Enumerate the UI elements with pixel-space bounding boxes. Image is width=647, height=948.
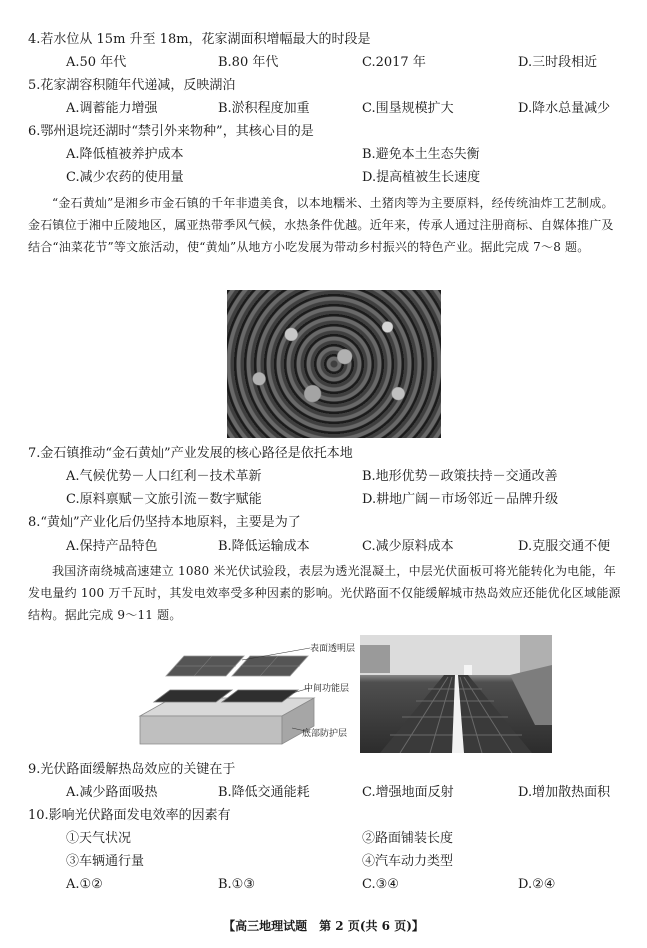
q7-option-c: C.原料禀赋－文旅引流－数字赋能: [66, 492, 262, 507]
q9-option-b: B.降低交通能耗: [218, 785, 310, 800]
q6-option-c: C.减少农药的使用量: [66, 170, 184, 185]
q7-option-a: A.气候优势－人口红利－技术革新: [66, 469, 262, 484]
q5-option-c: C.围垦规模扩大: [362, 101, 454, 116]
q6-option-d: D.提高植被生长速度: [362, 170, 481, 185]
q8-option-b: B.降低运输成本: [218, 539, 310, 554]
question-8-stem: 8.“黄灿”产业化后仍坚持本地原料，主要是为了: [28, 515, 301, 530]
q9-option-c: C.增强地面反射: [362, 785, 454, 800]
page-footer: 【高三地理试题 第 2 页(共 6 页)】: [223, 919, 424, 933]
q8-option-a: A.保持产品特色: [66, 539, 158, 554]
passage-jinshi-huangcan: [28, 192, 625, 258]
q8-option-d: D.克服交通不便: [518, 539, 611, 554]
q9-option-d: D.增加散热面积: [518, 785, 611, 800]
q9-option-a: A.减少路面吸热: [66, 785, 158, 800]
q10-item-2: ②路面铺装长度: [362, 831, 454, 846]
fried-food-photo: [227, 290, 441, 438]
question-10-stem: 10.影响光伏路面发电效率的因素有: [28, 808, 231, 823]
q10-option-b: B.①③: [218, 877, 255, 892]
q5-option-a: A.调蓄能力增强: [66, 101, 158, 116]
q4-option-b: B.80 年代: [218, 55, 279, 70]
passage-1-text: “金石黄灿”是湘乡市金石镇的千年非遗美食，以本地糯米、土猪肉等为主要原料，经传统油炸工艺制成。金石镇位于湘中丘陵地区，属亚热带季风气候，水热条件优越。近年来，传承人通过注册商标、自媒体推广及结合“油菜花节”等文旅活动，使“黄灿”从地方小吃发展为带动乡村振兴的特色产业。据此完成 7～8 题。: [28, 196, 614, 254]
question-9-stem: 9.光伏路面缓解热岛效应的关键在于: [28, 762, 236, 777]
q7-option-d: D.耕地广阔－市场邻近－品牌升级: [362, 492, 559, 507]
q10-item-4: ④汽车动力类型: [362, 854, 454, 869]
q4-option-c: C.2017 年: [362, 55, 426, 70]
question-4-stem: 4.若水位从 15m 升至 18m，花家湖面积增幅最大的时段是: [28, 32, 371, 47]
label-bottom-layer: 底部防护层: [302, 729, 348, 739]
q10-option-a: A.①②: [66, 877, 103, 892]
q10-option-d: D.②④: [518, 877, 556, 892]
passage-2-text: 我国济南绕城高速建立 1080 米光伏试验段，表层为透光混凝土，中层光伏面板可将光能转化为电能，年发电量约 100 万千瓦时，其发电效率受多种因素的影响。光伏路面不仅能缓解城市热岛效应还能优化区域能源结构。据此完成 9～11 题。: [28, 564, 621, 622]
label-middle-layer: 中间功能层: [304, 684, 350, 694]
q4-option-d: D.三时段相近: [518, 55, 598, 70]
q6-option-a: A.降低植被养护成本: [66, 147, 184, 162]
label-surface-layer: 表面透明层: [310, 644, 356, 654]
question-7-stem: 7.金石镇推动“金石黄灿”产业发展的核心路径是依托本地: [28, 446, 353, 461]
question-5-stem: 5.花家湖容积随年代递减，反映湖泊: [28, 78, 236, 93]
q5-option-b: B.淤积程度加重: [218, 101, 310, 116]
q8-option-c: C.减少原料成本: [362, 539, 454, 554]
q6-option-b: B.避免本土生态失衡: [362, 147, 480, 162]
q10-item-1: ①天气状况: [66, 831, 132, 846]
q5-option-d: D.降水总量减少: [518, 101, 611, 116]
photovoltaic-highway-photo: [360, 635, 552, 753]
question-6-stem: 6.鄂州退垸还湖时“禁引外来物种”，其核心目的是: [28, 124, 314, 139]
q10-item-3: ③车辆通行量: [66, 854, 145, 869]
road-photo-svg: [360, 635, 552, 753]
q7-option-b: B.地形优势－政策扶持－交通改善: [362, 469, 558, 484]
photovoltaic-road-layer-diagram: [132, 638, 354, 756]
q10-option-c: C.③④: [362, 877, 399, 892]
bottom-layer-front: [140, 716, 282, 744]
passage-photovoltaic-road: [28, 560, 625, 626]
q4-option-a: A.50 年代: [66, 55, 127, 70]
